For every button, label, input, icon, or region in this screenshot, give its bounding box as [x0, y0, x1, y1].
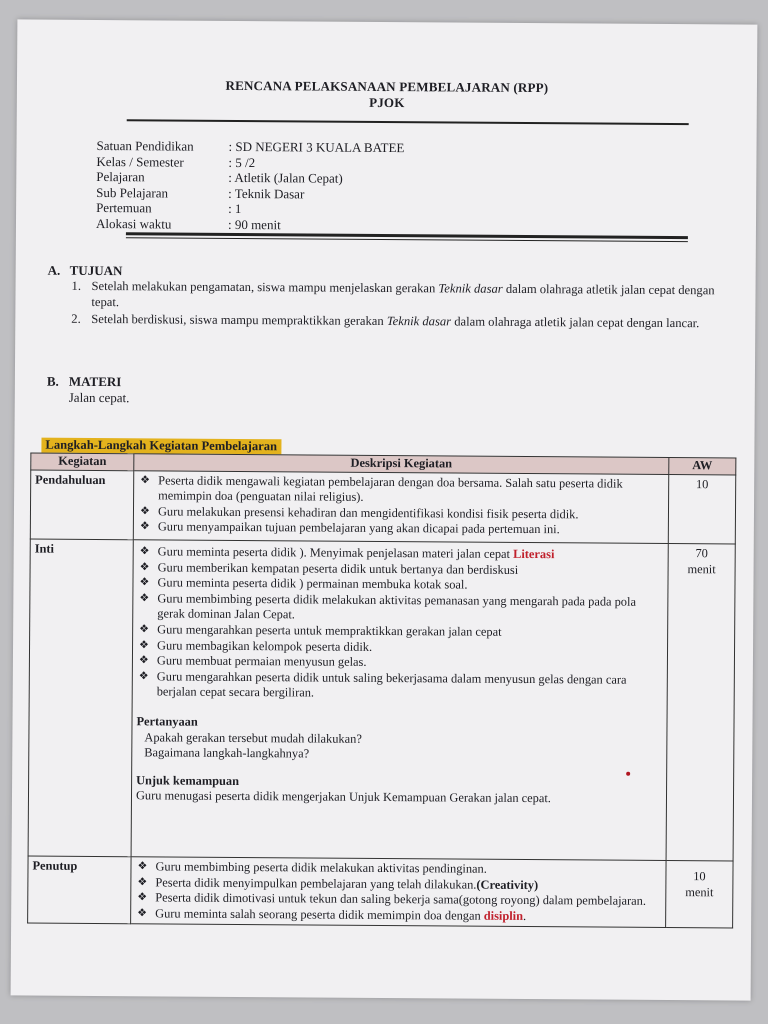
list-item: ❖ Guru meminta peserta didik ). Menyimak penjelasan materi jalan cepat Literasi [139, 544, 555, 562]
section-tujuan [48, 263, 123, 280]
info-row: Pelajaran : Atletik (Jalan Cepat) [96, 169, 343, 186]
list-item: ❖ Guru melakukan presensi kehadiran dan mengidentifikasi kondisi fisik peserta didik. [139, 504, 579, 522]
document-page [11, 19, 758, 1000]
column-header: Deskripsi Kegiatan [134, 454, 669, 474]
unjuk-heading: Unjuk kemampuan [136, 772, 240, 788]
list-item: ❖ Guru membimbing peserta didik melakukan aktivitas pemanasan yang mengarah pada pada pola gerak dominan Jalan Cepat. [139, 591, 637, 622]
section-heading: B. MATERI [46, 373, 122, 390]
list-item: ❖ Guru mengarahkan peserta didik untuk saling bekerjasama dalam menyusun gelas dengan cara berjalan cepat secara bergiliran. [138, 669, 627, 700]
divider-top [127, 119, 689, 125]
diamond-bullet-icon: ❖ [137, 907, 148, 920]
diamond-bullet-icon: ❖ [139, 505, 150, 518]
question: Apakah gerakan tersebut mudah dilakukan? [144, 729, 362, 746]
list-item: ❖ Peserta didik menyimpulkan pembelajaran yang telah dilakukan.(Creativity) [137, 874, 539, 892]
diamond-bullet-icon: ❖ [138, 654, 149, 667]
diamond-bullet-icon: ❖ [139, 638, 149, 651]
list-item: ❖ Peserta didik mengawali kegiatan pembelajaran dengan doa bersama. Salah satu peserta didik memimpin doa (penguatan nilai religius). [140, 473, 623, 505]
list-item: ❖ Peserta didik dimotivasi untuk tekun dan saling bekerja sama(gotong royong) dalam pembelajaran. [137, 890, 647, 908]
table-row [30, 470, 735, 544]
diamond-bullet-icon: ❖ [140, 473, 151, 486]
stage-label: Pendahuluan [30, 470, 133, 540]
diamond-bullet-icon: ❖ [137, 860, 148, 873]
pertanyaan-heading: Pertanyaan [136, 714, 198, 729]
info-row: Kelas / Semester : 5 /2 [96, 153, 256, 170]
info-row: Alokasi waktu : 90 menit [95, 215, 281, 233]
tujuan-list [71, 278, 735, 333]
diamond-bullet-icon: ❖ [137, 875, 148, 888]
column-header: Kegiatan [31, 453, 134, 470]
stage-time: 10 menit [666, 860, 733, 928]
stage-label: Penutup [28, 856, 131, 924]
disiplin-tag: disiplin [483, 908, 524, 923]
diamond-bullet-icon: ❖ [137, 891, 148, 904]
diamond-bullet-icon: ❖ [139, 576, 150, 589]
diamond-bullet-icon: ❖ [139, 520, 150, 533]
diamond-bullet-icon: ❖ [139, 545, 150, 558]
info-row: Sub Pelajaran : Teknik Dasar [96, 184, 305, 202]
stage-time: 70 menit [666, 543, 735, 860]
section-materi [47, 374, 130, 407]
diamond-bullet-icon: ❖ [139, 592, 150, 605]
stage-time: 10 [668, 474, 735, 544]
activities-table [27, 453, 736, 929]
table-row [28, 539, 735, 861]
list-item: ❖ Guru meminta salah seorang peserta didik memimpin doa dengan disiplin. [137, 906, 527, 923]
diamond-bullet-icon: ❖ [139, 560, 150, 573]
section-heading: A. TUJUAN [47, 262, 123, 279]
list-item: 2. Setelah berdiskusi, siswa mampu mempraktikkan gerakan Teknik dasar dalam olahraga atletik jalan cepat dengan lancar. [71, 311, 700, 331]
list-item: ❖ Guru membuat permaian menyusun gelas. [138, 653, 367, 670]
document-title: RENCANA PELAKSANAAN PEMBELAJARAN (RPP) [225, 77, 549, 96]
list-item: ❖ Guru membagikan kelompok peserta didik. [139, 637, 373, 654]
materi-text: Jalan cepat. [68, 389, 130, 406]
table-title: Langkah-Langkah Kegiatan Pembelajaran [41, 438, 281, 455]
unjuk-text: Guru menugasi peserta didik mengerjakan Unjuk Kemampuan Gerakan jalan cepat. [135, 788, 551, 806]
list-item: ❖ Guru membimbing peserta didik melakukan aktivitas pendinginan. [137, 859, 487, 876]
document-subtitle: PJOK [369, 94, 405, 111]
stage-label: Inti [28, 539, 133, 857]
stage-description [133, 470, 668, 543]
table-row [28, 856, 733, 928]
list-item: ❖ Guru meminta peserta didik ) permainan membuka kotak soal. [139, 575, 468, 592]
list-item: ❖ Guru mengarahkan peserta untuk mempraktikkan gerakan jalan cepat [139, 622, 502, 639]
info-row: Pertemuan : 1 [96, 200, 242, 217]
identity-block [96, 138, 405, 234]
diamond-bullet-icon: ❖ [138, 670, 149, 683]
literasi-tag: Literasi [513, 546, 555, 562]
stage-description [131, 857, 666, 928]
info-row: Satuan Pendidikan : SD NEGERI 3 KUALA BATEE [96, 137, 405, 156]
column-header: AW [669, 457, 736, 474]
diamond-bullet-icon: ❖ [139, 623, 150, 636]
stage-description [131, 540, 668, 861]
list-item: 1. Setelah melakukan pengamatan, siswa mampu menjelaskan gerakan Teknik dasar dalam olahraga atletik jalan cepat dengan tepat. [71, 278, 715, 310]
question: Bagaimana langkah-langkahnya? [144, 745, 310, 761]
creativity-tag: (Creativity) [476, 877, 539, 892]
list-item: ❖ Guru menyampaikan tujuan pembelajaran yang akan dicapai pada pertemuan ini. [139, 519, 560, 537]
list-item: ❖ Guru memberikan kempatan peserta didik untuk bertanya dan berdiskusi [139, 559, 519, 577]
